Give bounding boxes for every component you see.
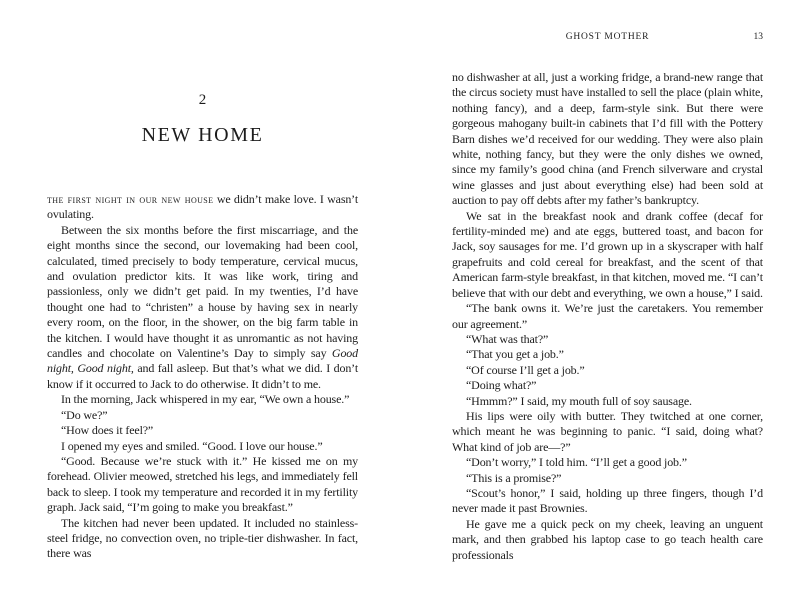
paragraph	[47, 223, 358, 392]
paragraph	[452, 486, 763, 517]
text-segment: “That you get a job.”	[466, 347, 564, 362]
text-segment: Good night, Good night,	[47, 346, 358, 376]
right-page	[405, 0, 810, 608]
text-segment: “Do we?”	[61, 407, 108, 422]
text-segment: “Scout’s honor,” I said, holding up three fingers, though I’d never made it past Brownies.	[452, 485, 763, 516]
text-segment: We sat in the breakfast nook and drank coffee (decaf for fertility-minded me) and ate eggs, buttered toast, and bacon for Jack, soy sausages for me. I’d grown up in a skyscraper with half grapefruits and cold cereal for breakfast, and the scent of that American farm-style breakfast, in that kitchen, moved me. “I can’t believe that with our debt and everything, we own a house,” I said.	[452, 208, 763, 300]
paragraph	[452, 455, 763, 470]
paragraph	[47, 454, 358, 516]
paragraph	[452, 394, 763, 409]
text-segment: no dishwasher at all, just a working fridge, a brand-new range that the circus society must have installed to sell the place (plain white, nothing fancy), and a deep, farm-style sink. But there were gorgeous mahogany built-in cabinets that I’d fill with the Pottery Barn dishes we’d received for our wedding. They were also plain white, nothing fancy, but they were the only dishes we owned, since my family’s good china (and French silverware and crystal wine glasses and just about everything else) had been sold at auction to pay off debts after my father’s bankruptcy.	[452, 70, 763, 208]
text-segment: I opened my eyes and smiled. “Good. I love our house.”	[61, 438, 323, 453]
running-header	[452, 32, 763, 46]
paragraph	[47, 423, 358, 438]
text-segment: and fall asleep. But that’s what we did. I don’t know if it occurred to Jack to do otherwise. It didn’t to me.	[47, 361, 358, 391]
paragraph	[452, 347, 763, 362]
paragraph	[452, 517, 763, 563]
paragraph	[452, 409, 763, 455]
text-segment: He gave me a quick peck on my cheek, leaving an unguent mark, and then grabbed his laptop case to go teach health care professionals	[452, 516, 763, 562]
text-segment: “Doing what?”	[466, 378, 537, 393]
text-segment: Between the six months before the first miscarriage, and the eight months since the second, our lovemaking had been cool, calculated, timed precisely to body temperature, cervical mucus, and ovulation predictor kits. It was like work, tiring and passionless, only we didn’t get paid. In my twenties, I’d have thought one had to “christen” a house by having sex in nearly every room, on the floor, in the shower, on the big farm table in the kitchen. I would have thought it as unromantic as not having candles and chocolate on Valentine’s Day to simply say	[47, 222, 358, 361]
text-segment: “Don’t worry,” I told him. “I’ll get a good job.”	[466, 455, 687, 470]
paragraph	[452, 378, 763, 393]
text-segment: The kitchen had never been updated. It included no stainless-steel fridge, no convection oven, no triple-tier dishwasher. In fact, there was	[47, 515, 358, 561]
text-segment: “Hmmm?” I said, my mouth full of soy sausage.	[466, 393, 692, 408]
text-segment: we didn’t make love. I wasn’t ovulating.	[47, 192, 358, 222]
chapter-number: 2	[198, 92, 207, 108]
paragraph	[47, 439, 358, 454]
running-header-title: GHOST MOTHER	[565, 32, 650, 42]
smallcaps-opening: the first night in our new house	[47, 192, 214, 206]
text-segment: “Good. Because we’re stuck with it.” He kissed me on my forehead. Olivier meowed, stretched his legs, and immediately fell back to sleep. I took my temperature and recorded it in my fertility graph. Jack said, “I’m going to make you breakfast.”	[47, 453, 358, 515]
page-number: 13	[753, 32, 763, 42]
paragraph	[452, 70, 763, 209]
chapter-title: NEW HOME	[141, 124, 264, 146]
text-segment: “The bank owns it. We’re just the caretakers. You remember our agreement.”	[452, 301, 763, 331]
right-page-body	[452, 70, 763, 563]
paragraph	[452, 209, 763, 301]
text-segment: In the morning, Jack whispered in my ear, “We own a house.”	[61, 392, 350, 407]
paragraph	[452, 471, 763, 486]
left-page-body	[47, 192, 358, 562]
paragraph	[47, 192, 358, 223]
text-segment: “What was that?”	[466, 331, 549, 346]
text-segment: “How does it feel?”	[61, 423, 154, 438]
paragraph	[47, 408, 358, 423]
paragraph	[47, 392, 358, 407]
paragraph	[452, 363, 763, 378]
text-segment: His lips were oily with butter. They twitched at one corner, which meant he was beginning to panic. “I said, doing what? What kind of job are—?”	[452, 408, 763, 454]
text-segment: “Of course I’ll get a job.”	[466, 362, 585, 377]
paragraph	[452, 332, 763, 347]
paragraph	[452, 301, 763, 332]
text-segment: “This is a promise?”	[466, 470, 562, 485]
paragraph	[47, 516, 358, 562]
